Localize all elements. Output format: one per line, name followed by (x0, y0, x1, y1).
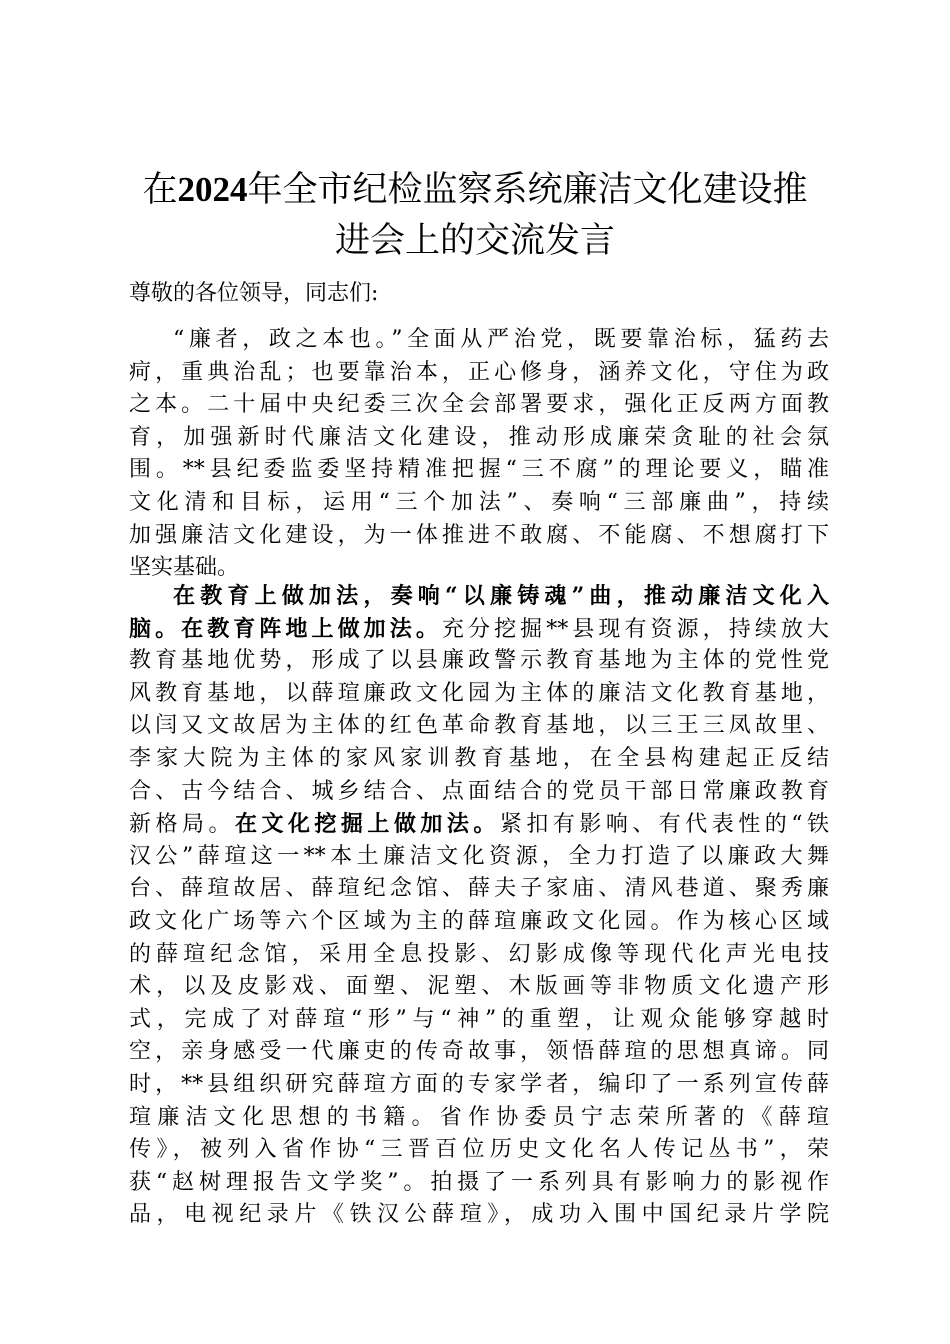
paragraph-line: 汉公”薛瑄这一**本土廉洁文化资源，全力打造了以廉政大舞 (129, 843, 829, 869)
paragraph-line: 的薛瑄纪念馆，采用全息投影、幻影成像等现代化声光电技 (129, 941, 829, 967)
paragraph-line: 以闫又文故居为主体的红色革命教育基地，以三王三凤故里、 (129, 713, 829, 739)
paragraph-line (129, 580, 829, 613)
paragraph-line: “廉者，政之本也。”全面从严治党，既要靠治标，猛药去 (173, 327, 829, 352)
paragraph-line: 传》，被列入省作协“三晋百位历史文化名人传记丛书”，荣 (129, 1137, 829, 1163)
paragraph-line: 政文化广场等六个区域为主的薛瑄廉政文化园。作为核心区域 (129, 908, 829, 934)
paragraph-line: 瑄廉洁文化思想的书籍。省作协委员宁志荣所著的《薛瑄 (129, 1104, 829, 1130)
title-prefix: 在 (142, 170, 178, 210)
paragraph-text: 紧扣有影响、有代表性的“铁 (499, 812, 829, 838)
subsection-heading: 脑。在教育阵地上做加法。 (129, 615, 442, 642)
paragraph-intro (129, 324, 829, 585)
document-title (120, 164, 830, 267)
paragraph-line (129, 613, 829, 646)
title-year: 2024 (177, 170, 248, 209)
salutation: 尊敬的各位领导，同志们: (129, 281, 379, 306)
paragraph-line: 品，电视纪录片《铁汉公薛瑄》，成功入围中国纪录片学院 (129, 1202, 829, 1228)
paragraph-text: 充分挖掘**县现有资源，持续放大 (441, 616, 829, 642)
paragraph-line: 文化清和目标，运用“三个加法”、奏响“三部廉曲”，持续 (129, 489, 829, 515)
paragraph-line: 风教育基地，以薛瑄廉政文化园为主体的廉洁文化教育基地， (129, 680, 829, 706)
paragraph-line: 疴，重典治乱；也要靠治本，正心修身，涵养文化，守住为政 (129, 359, 829, 385)
paragraph-line: 时，**县组织研究薛瑄方面的专家学者，编印了一系列宣传薛 (129, 1071, 829, 1097)
paragraph-line: 育，加强新时代廉洁文化建设，推动形成廉荣贪耻的社会氛 (129, 424, 829, 450)
paragraph-line: 获“赵树理报告文学奖”。拍摄了一系列具有影响力的影视作 (129, 1169, 829, 1195)
paragraph-line: 加强廉洁文化建设，为一体推进不敢腐、不能腐、不想腐打下 (129, 522, 829, 548)
paragraph-education (129, 580, 829, 1232)
paragraph-line: 之本。二十届中央纪委三次全会部署要求，强化正反两方面教 (129, 392, 829, 418)
title-line2: 进会上的交流发言 (334, 221, 615, 261)
paragraph-line: 坚实基础。 (129, 555, 240, 581)
paragraph-line: 教育基地优势，形成了以县廉政警示教育基地为主体的党性党 (129, 648, 829, 674)
paragraph-line: 术，以及皮影戏、面塑、泥塑、木版画等非物质文化遗产形 (129, 974, 829, 1000)
paragraph-line: 围。**县纪委监委坚持精准把握“三不腐”的理论要义，瞄准 (129, 457, 829, 483)
paragraph-line: 李家大院为主体的家风家训教育基地，在全县构建起正反结 (129, 745, 829, 771)
paragraph-line: 式，完成了对薛瑄“形”与“神”的重塑，让观众能够穿越时 (129, 1006, 829, 1032)
paragraph-line (129, 808, 829, 841)
subsection-heading: 在文化挖掘上做加法。 (234, 811, 500, 838)
paragraph-text: 新格局。 (129, 812, 235, 838)
title-line1-rest: 年全市纪检监察系统廉洁文化建设推 (247, 170, 808, 210)
paragraph-line: 空，亲身感受一代廉吏的传奇故事，领悟薛瑄的思想真谛。同 (129, 1039, 829, 1065)
section-heading: 在教育上做加法，奏响“以廉铸魂”曲，推动廉洁文化入 (173, 583, 829, 609)
paragraph-line: 台、薛瑄故居、薛瑄纪念馆、薛夫子家庙、清风巷道、聚秀廉 (129, 876, 829, 902)
paragraph-line: 合、古今结合、城乡结合、点面结合的党员干部日常廉政教育 (129, 778, 829, 804)
